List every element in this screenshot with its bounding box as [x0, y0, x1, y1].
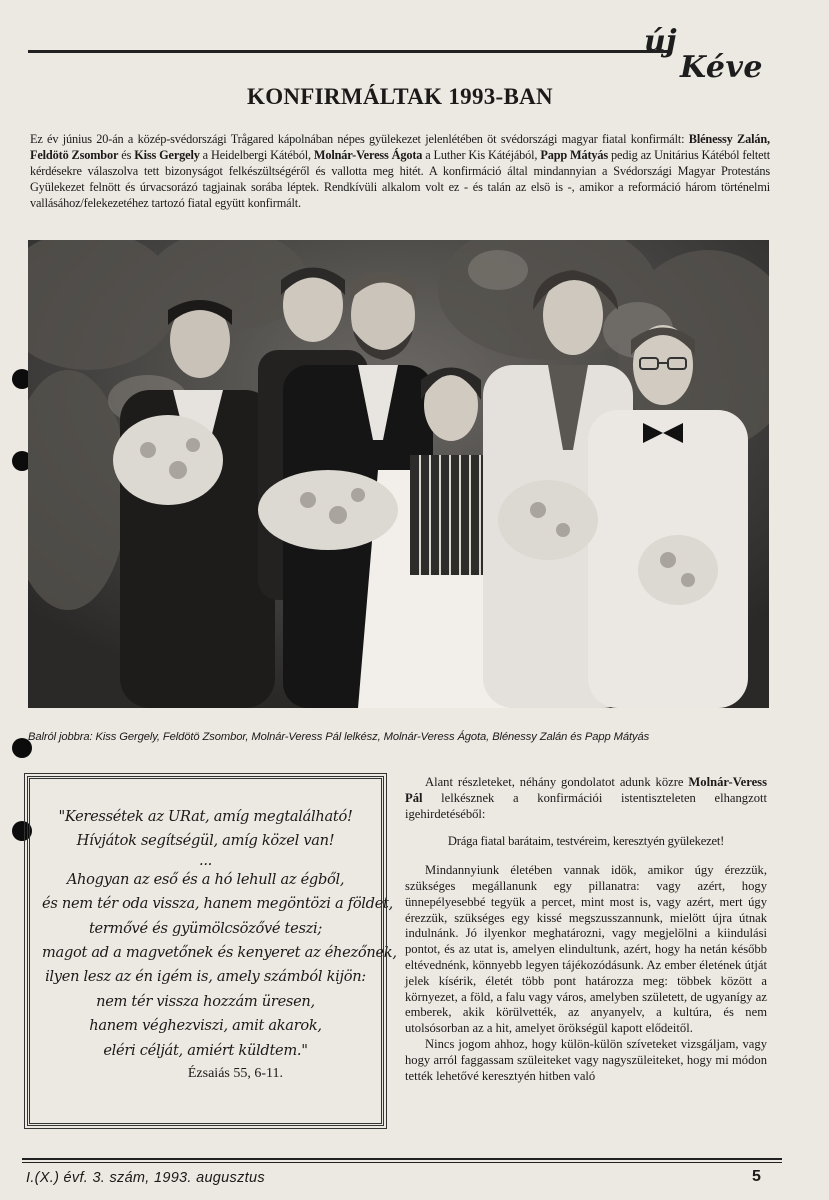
- masthead-keve: Kéve: [680, 50, 764, 85]
- issue-info: I.(X.) évf. 3. szám, 1993. augusztus: [26, 1170, 265, 1186]
- group-photo: [28, 240, 769, 708]
- quote-line: Ahogyan az eső és a hó lehull az égből,: [66, 870, 345, 888]
- quote-line: magot ad a magvetőnek és kenyeret az éhezőnek,: [42, 944, 397, 962]
- quote-line: nem tér vissza hozzám üresen,: [96, 992, 315, 1010]
- quote-line: eléri célját, amiért küldtem.": [103, 1041, 308, 1059]
- footer-rule: [22, 1162, 782, 1163]
- sermon-column: [405, 775, 767, 1084]
- sermon-paragraph: Mindannyiunk életében vannak idök, amikor úgy érezzük, szükséges megállanunk egy pillanatra: vagy azért, hogy ünnepélyesebbé tegyük a percet, mint most is, vagy azért, mert úgy érezzük, szükséges egy kissé megszusszannunk, mielött újra útnak indulnánk. Jó ilyenkor meghatározni, vagy megjelölni a kiindulási pontot, és az utat is, amelyen elindultunk, azért, hogy ha netán később eltévednénk, könnyebb legyen tájékozódásunk. Az ember életének útját jelek kísérik, életét több pont határozza meg: többek között a környezet, a föld, a falu vagy város, amelyben született, de ugyanígy az emberek, akik körülvették, az anyanyelv, a kultúra, és nem utolsósorban az a hit, amelyet örökségül kapott elődeitől.: [405, 863, 767, 1036]
- photo-caption: Balról jobbra: Kiss Gergely, Feldötö Zsombor, Molnár-Veress Pál lelkész, Molnár-Veress Ágota, Blénessy Zalán és Papp Mátyás: [28, 731, 650, 743]
- scripture-quote-box: [27, 776, 397, 1126]
- masthead-logo: [644, 24, 774, 86]
- sermon-lead: Alant részleteket, néhány gondolatot adunk közre Molnár-Veress Pál lelkésznek a konfirmációi istentiszteleten elhangzott igehirdetéséből:: [405, 775, 767, 821]
- pastor-name: Molnár-Veress Pál: [405, 775, 767, 805]
- article-title: KONFIRMÁLTAK 1993-BAN: [247, 84, 553, 109]
- sermon-greeting: Drága fiatal barátaim, testvéreim, keresztyén gyülekezet!: [447, 834, 725, 849]
- quote-line: és nem tér oda vissza, hanem megöntözi a földet,: [42, 895, 393, 913]
- quote-line: hanem véghezviszi, amit akarok,: [89, 1017, 322, 1035]
- quote-line: ...: [198, 851, 213, 869]
- quote-line: "Keressétek az URat, amíg megtalálható!: [58, 808, 353, 825]
- header-rule: [28, 50, 668, 53]
- masthead-uj: új: [644, 24, 677, 59]
- confirmand-names: Blénessy Zalán, Feldötö Zsombor: [30, 132, 770, 162]
- quote-line: termővé és gyümölcsözővé teszi;: [88, 919, 323, 937]
- quote-line: Hívjátok segítségül, amíg közel van!: [76, 832, 335, 850]
- article-intro: Ez év június 20-án a közép-svédországi Trågared kápolnában népes gyülekezet jelenlétében öt svédországi magyar fiatal konfirmált: Blénessy Zalán, Feldötö Zsombor és Kiss Gergely a Heidelbergi Kátéból, Molnár-Veress Ágota a Luther Kis Kátéjából, Papp Mátyás pedig az Unitárius Kátéból feltett kérdésekre válaszolva tett bizonyságot felkészültségéről és vallotta meg hitét. A konfirmáció által mindannyian a Svédországi Magyar Protestáns Gyülekezet felnött és úrvacsorázó tagjainak sorába léptek. Rendkívüli alkalom volt ez - és talán az elsö is -, amikor a reformáció három történelmi vallásához/felekezetéhez tartozó fiatal együtt konfirmált.: [30, 132, 771, 210]
- footer-rule: [22, 1158, 782, 1160]
- page-number: 5: [752, 1168, 761, 1185]
- sermon-paragraph: Nincs jogom ahhoz, hogy külön-külön szíveteket vizsgáljam, vagy hogy arról faggassam szüleiteket vagy nagyszüleiteket, hogy mi módon tették lehetővé keresztyén hitben való: [405, 1036, 767, 1083]
- quote-line: ilyen lesz az én igém is, amely számból kijön:: [45, 968, 366, 986]
- quote-reference: Ézsaiás 55, 6-11.: [187, 1066, 283, 1082]
